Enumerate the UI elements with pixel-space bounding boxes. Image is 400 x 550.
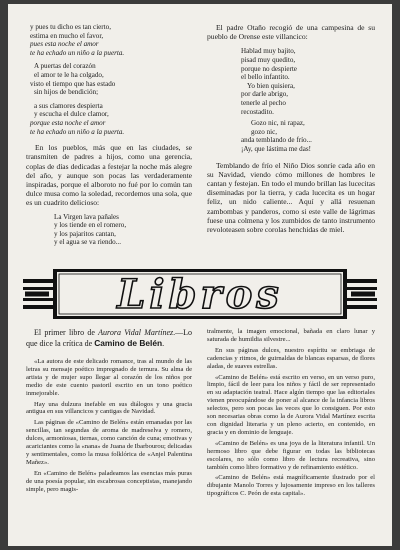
review-paragraph: En sus páginas dulces, nuestro espíritu se embriaga de cadencias y ritmos, de guirnaldas de blancas esparsas, de flores aladas, de suaves estrellas. xyxy=(207,346,375,370)
poem-line: ¡Ay, que lástima me das! xyxy=(241,144,312,153)
poem-line: La Virgen lava pañales xyxy=(54,212,119,221)
poem-line: Gozo nic, ni rapaz, xyxy=(251,119,305,128)
intro-paragraph: El padre Otaño recogió de una campesina de su pueblo de Orense este villancico: xyxy=(207,23,375,42)
review-paragraph: En «Camino de Belén» paladeamos las esencias más puras de una poesía popular, sin escabrosas conceptistas, manejando simple, pero magis- xyxy=(26,469,192,493)
poem-line: porque no despierte xyxy=(241,64,297,73)
poem-line: A puertas del corazón xyxy=(34,62,96,71)
lead-end: . xyxy=(162,339,165,348)
review-lead xyxy=(26,328,192,349)
poem-line: por darle abrigo, xyxy=(241,90,289,99)
poem-line: tenerle al pecho xyxy=(241,98,286,107)
author-name: Aurora Vidal Martínez xyxy=(98,328,174,337)
poem-two xyxy=(26,213,192,247)
poem-one xyxy=(26,23,192,136)
poem-line: visto el tiempo que has estado xyxy=(30,79,116,88)
review-paragraph: «Camino de Belén» es una joya de la literatura infantil. Un hermoso libro que debe figurar en todas las bibliotecas escolares, no sólo como libro de lectura recreativa, sino también como libro formativo y de refinamiento estético. xyxy=(207,439,375,471)
book-title: Camino de Belén xyxy=(94,338,163,348)
section-title: Libros xyxy=(117,270,283,318)
review-paragraph: Hay una dulzura inefable en sus diálogos y una gracia antigua en sus villancicos y cantigas de Navidad. xyxy=(26,400,192,416)
prose-paragraph: En los pueblos, más que en las ciudades, se transmiten de padres a hijos, como una gerencia, coplas de días dedicadas a festejar la noche más alegre del año, y aunque son pocas las verdaderamente inspiradas, porque el alboroto no fué por lo común tan dulce musa como la soledad, recordemos una sola, que es un cuadrito delicioso: xyxy=(26,143,192,208)
lead-middle: .—Lo que dice la crítica de xyxy=(26,328,192,348)
poem-line: gozo nic, xyxy=(251,127,278,136)
magazine-page xyxy=(8,4,392,546)
poem-line: te ha echado un niño a la puerta. xyxy=(30,48,125,57)
poem-line: y escucha el dulce clamor, xyxy=(34,110,109,119)
poem-line: el amor te le ha colgado, xyxy=(34,70,104,79)
review-paragraph: «Camino de Belén» está magníficamente ilustrado por el dibujante Manolo Torres y lujosamente impreso en los talleres tipográficos C. Peón de esta capital». xyxy=(207,474,375,498)
poem-line: anda temblando de frío... xyxy=(241,136,312,145)
poem-line: te ha echado un niño a la puerta. xyxy=(30,127,125,136)
poem-line: sin hijos de bendición; xyxy=(34,88,99,97)
review-heading xyxy=(26,328,192,349)
prose-paragraph: Temblando de frío el Niño Dios sonríe cada año en su Navidad, viendo cómo millones de hombres le cantan y festejan. En todo el mundo brillan las lucecitas diseminadas por la tierra, y cada lucecita es un hogar feliz, un nido caliente... Aquí y allá resuenan zambombas y panderos, como si este valle de lágrimas fuese una colmena y los zumbidos de tanto instrumento revoloteasen sobre corolas henchidas de miel. xyxy=(207,160,375,234)
section-title-banner xyxy=(23,267,377,321)
review-paragraph: «Camino de Belén» está escrito en verso, en un verso puro, limpio, fácil de leer para los niños y fácil de ser representado en su adaptación teatral. Hace algún tiempo que las editoriales vienen preocupándose de poner al alcance de la infancia libros selectos, pero son pocas las veces que lo consiguen. Por esto son necesarias obras como la de Aurora Vidal Martínez escrita con dignidad literaria y un pleno acierto, en contenido, en gracia y en dominio de lenguaje. xyxy=(207,373,375,436)
poem-line: Hablad muy bajito, xyxy=(241,47,296,56)
poem-line: a sus clamores despierta xyxy=(34,101,103,110)
lead-prefix: El primer libro de xyxy=(34,328,99,337)
review-paragraph: «La autora de este delicado romance, tras al mundo de las letras su mensaje poético impregnado de ternura. Su alma de artista y de mujer supo llegar al corazón de los niños por medio de este cuento pastoril escrito en un tono poético inmejorable. xyxy=(26,358,192,397)
poem-line: y el agua se va riendo... xyxy=(54,238,121,247)
poem-line: y los tiende en el romero, xyxy=(54,221,127,230)
review-left-column xyxy=(26,358,192,494)
poem-line: recostadito. xyxy=(241,107,274,116)
review-right-column xyxy=(207,328,375,498)
top-right-column xyxy=(207,23,375,234)
poem-line: porque esta noche el amor xyxy=(30,118,106,127)
poem-line: pues esta noche el amor xyxy=(30,40,99,49)
poem-line: el bello infantito. xyxy=(241,73,290,82)
top-left-column xyxy=(26,23,192,247)
review-paragraph: Las páginas de «Camino de Belén» están emanadas por las sencillas, tan segundas de aroma de madreselva y romero, dulces, armoniosas, tiernas, como canción de cuna; emotivas y acariciantes como la «nana» de Juana de Ibarbourou; delicadas y sentimentales, como la musa folklórica de «Anjel Palentina Mañez». xyxy=(26,419,192,466)
poem-line: y los pajaritos cantan, xyxy=(54,229,116,238)
poem-line: Yo bien quisiera, xyxy=(247,81,295,90)
villancico-poem xyxy=(207,47,375,153)
poem-line: pisad muy quedito, xyxy=(241,56,296,64)
poem-line: y pues tu dicho es tan cierto, xyxy=(30,23,111,31)
review-paragraph: tralmente, la imagen emocional, bañada en claro lunar y saturada de humildia silvestre... xyxy=(207,328,375,343)
poem-line: estima en mucho el favor, xyxy=(30,31,104,40)
